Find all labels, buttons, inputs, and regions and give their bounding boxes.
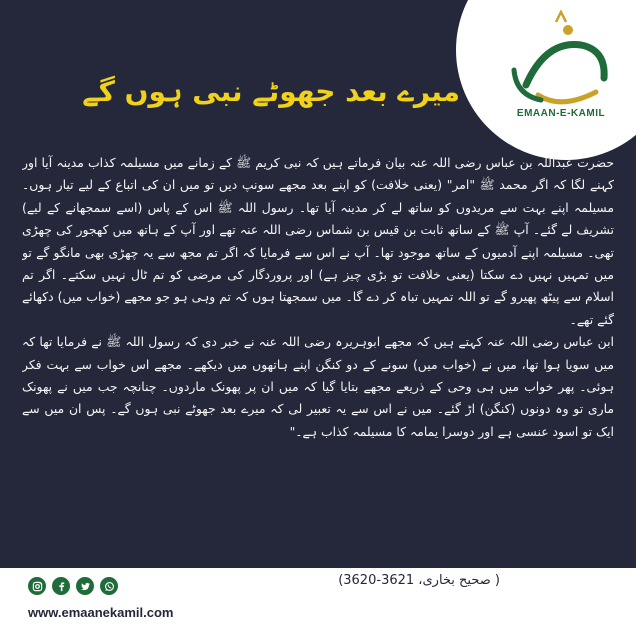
- instagram-icon[interactable]: [28, 577, 46, 595]
- hadith-text: [22, 152, 614, 542]
- whatsapp-icon[interactable]: [100, 577, 118, 595]
- page-title: میرے بعد جھوٹے نبی ہوں گے: [82, 75, 460, 108]
- reference-text: ( صحیح بخاری، 3621-3620): [338, 573, 500, 588]
- website-link[interactable]: www.emaanekamil.com: [28, 605, 174, 620]
- logo-brand-text: EMAAN-E-KAMIL: [516, 108, 606, 119]
- twitter-icon[interactable]: [76, 577, 94, 595]
- hadith-paragraph-2: ابن عباس رضی اللہ عنہ کہتے ہیں کہ مجھے ابوہریرہ رضی اللہ عنہ نے خبر دی کہ رسول اللہ ﷺ نے فرمایا تھا کہ میں سویا ہوا تھا، میں نے (خواب میں) سونے کے دو کنگن اپنے ہاتھوں میں دیکھے۔ مجھے اس خواب سے بہت فکر ہوئی۔ پھر خواب میں ہی وحی کے ذریعے مجھے بتایا گیا کہ میں ان پر پھونک ماردوں۔ چنانچہ جب میں نے پھونک ماری تو وہ دونوں (کنگن) اڑ گئے۔ میں نے اس سے یہ تعبیر لی کہ میرے بعد جھوٹے نبی ہوں گے۔ پس ان میں سے ایک تو اسود عنسی ہے اور دوسرا یمامہ کا مسیلمہ کذاب ہے۔": [22, 334, 614, 439]
- facebook-icon[interactable]: [52, 577, 70, 595]
- title-area: [40, 62, 460, 122]
- social-icons: [28, 577, 118, 595]
- logo-mark-icon: [486, 0, 636, 140]
- brand-logo: [486, 0, 636, 140]
- hadith-paragraph-1: حضرت عبداللہ بن عباس رضی اللہ عنہ بیان فرماتے ہیں کہ نبی کریم ﷺ کے زمانے میں مسیلمہ کذاب مدینہ آیا اور کہنے لگا کہ اگر محمد ﷺ "امر" (یعنی خلافت) کو اپنے بعد مجھے سونپ دیں تو میں ان کی اتباع کے لیے تیار ہوں۔ مسیلمہ اپنے بہت سے مریدوں کو ساتھ لے کر مدینہ آیا تھا۔ رسول اللہ ﷺ اس کے پاس (اسے سمجھانے کے لیے) تشریف لے گئے۔ آپ ﷺ کے ساتھ ثابت بن قیس بن شماس رضی اللہ عنہ تھے اور آپ کے ہاتھ میں کھجور کی چھڑی تھی۔ مسیلمہ اپنے آدمیوں کے ساتھ موجود تھا۔ آپ نے اس سے فرمایا کہ اگر تم مجھ سے یہ چھڑی بھی مانگو گے تو میں تمہیں نہیں دے سکتا (یعنی خلافت تو بڑی چیز ہے) اور پروردگار کی مرضی کو تم ٹال نہیں سکتے۔ اگر تم اسلام سے پیٹھ پھیرو گے تو اللہ تمہیں تباہ کر دے گا۔ میں سمجھتا ہوں کہ تم وہی ہو جو مجھے (خواب میں) دکھائے گئے تھے۔: [22, 155, 614, 327]
